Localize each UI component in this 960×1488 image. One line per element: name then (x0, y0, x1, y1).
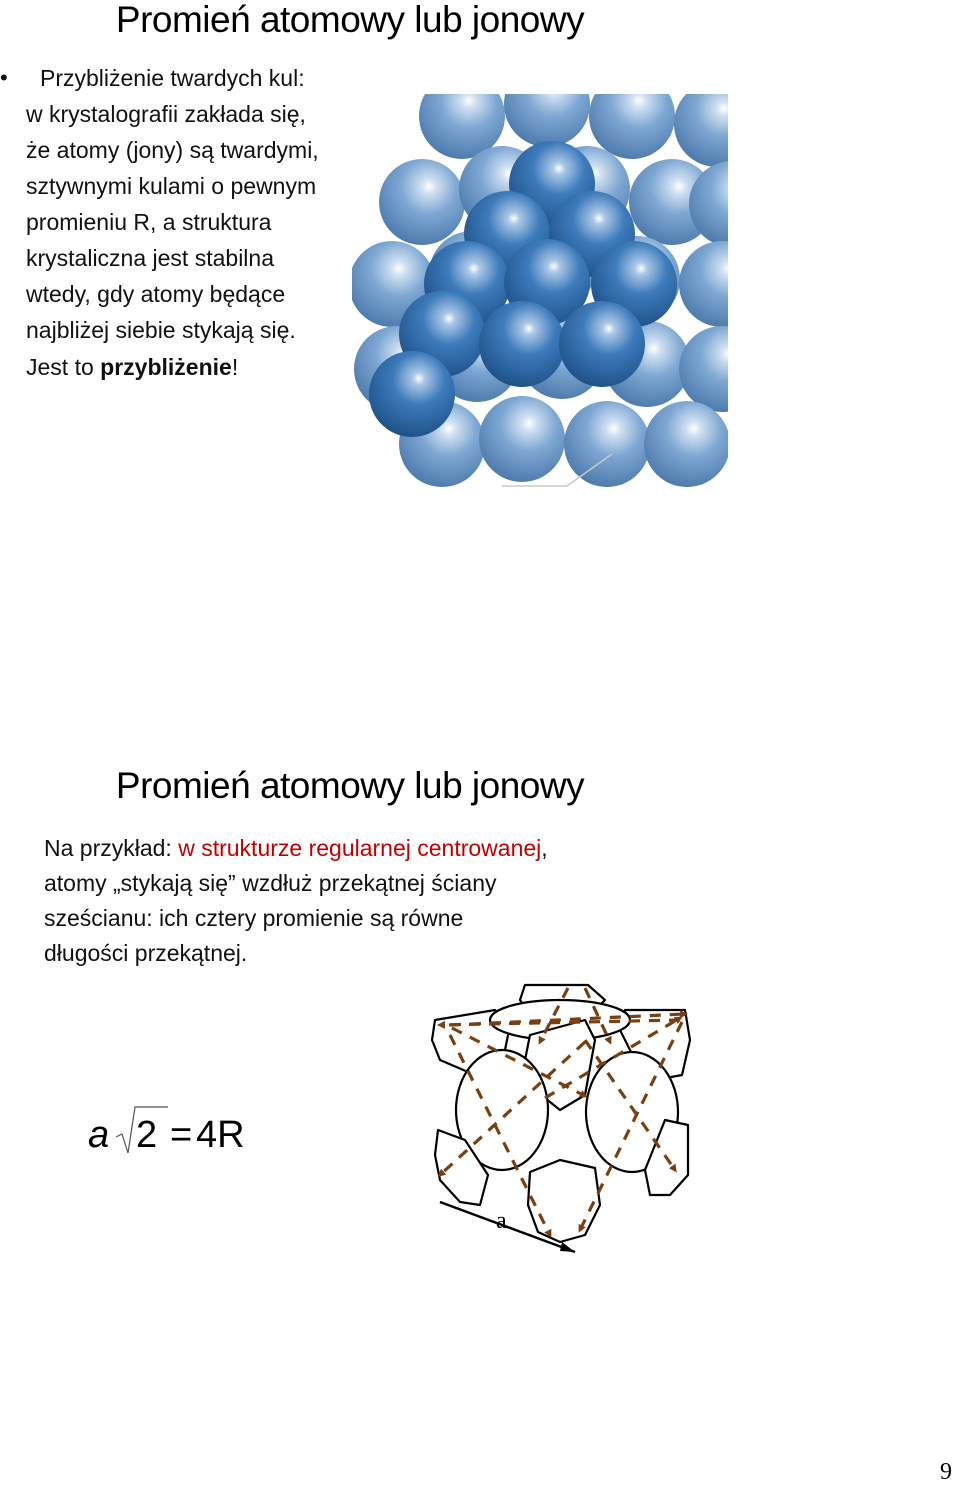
slide1-title: Promień atomowy lub jonowy (115, 0, 585, 40)
atom-sphere (674, 94, 728, 167)
bullet2-suffix: ! (231, 354, 239, 380)
para-prefix: Na przykład: (44, 835, 179, 861)
atom-sphere (504, 94, 590, 147)
bullet1-line: promieniu R, a struktura (26, 209, 272, 235)
slide2-paragraph (44, 831, 664, 971)
atom-sphere (369, 351, 455, 437)
formula-rhs-text: 4R (196, 1114, 245, 1156)
bullet1-line: w krystalografii zakłada się, (26, 101, 306, 127)
bullet1-line: Przybliżenie twardych kul: (40, 65, 305, 91)
bullet1-line: krystaliczna jest stabilna (26, 245, 274, 271)
sphere-group (352, 94, 728, 487)
atom-sphere (559, 301, 645, 387)
bullet2-bold: przybliżenie (100, 354, 232, 380)
bullet2-prefix: Jest to (26, 354, 101, 380)
formula-two: 2 (136, 1114, 158, 1156)
atom-sphere (679, 326, 728, 412)
para-line2: atomy „stykają się” wzdłuż przekątnej ściany (44, 870, 497, 896)
bullet-hard-spheres (0, 60, 360, 348)
para-line3: sześcianu: ich cztery promienie są równe (44, 905, 464, 931)
atom-sphere (644, 401, 728, 487)
bullet1-line: wtedy, gdy atomy będące (26, 281, 286, 307)
formula-eq: = (170, 1114, 193, 1156)
page-number: 9 (940, 1459, 952, 1485)
bullet-dot-icon: • (0, 65, 8, 90)
atom-sphere (379, 159, 465, 245)
formula-a-sqrt2-eq-4R (86, 1103, 266, 1163)
formula-a: a (88, 1114, 110, 1156)
slide2-title: Promień atomowy lub jonowy (115, 765, 585, 806)
bullet1-line: najbliżej siebie stykają się. (26, 317, 296, 343)
packed-spheres-illustration (352, 94, 728, 490)
slide1-bullets (0, 60, 360, 385)
para-red-text: w strukturze regularnej centrowanej (178, 835, 542, 861)
formula-rhs (196, 1114, 245, 1156)
para-line4: długości przekątnej. (44, 940, 248, 966)
fcc-cube-diagram (420, 980, 700, 1260)
atom-sphere (564, 401, 650, 487)
atom-sphere (679, 241, 728, 327)
atom-sphere (479, 396, 565, 482)
edge-arrow-icon (560, 1242, 575, 1252)
para-comma: , (541, 835, 548, 861)
bullet1-line: sztywnymi kulami o pewnym (26, 173, 317, 199)
bullet-approximation (0, 349, 360, 385)
cube-edge-label: a (496, 1208, 507, 1234)
corner-atom-bottom-front (528, 1160, 600, 1242)
atom-sphere (479, 301, 565, 387)
bullet1-line: że atomy (jony) są twardymi, (26, 137, 319, 163)
